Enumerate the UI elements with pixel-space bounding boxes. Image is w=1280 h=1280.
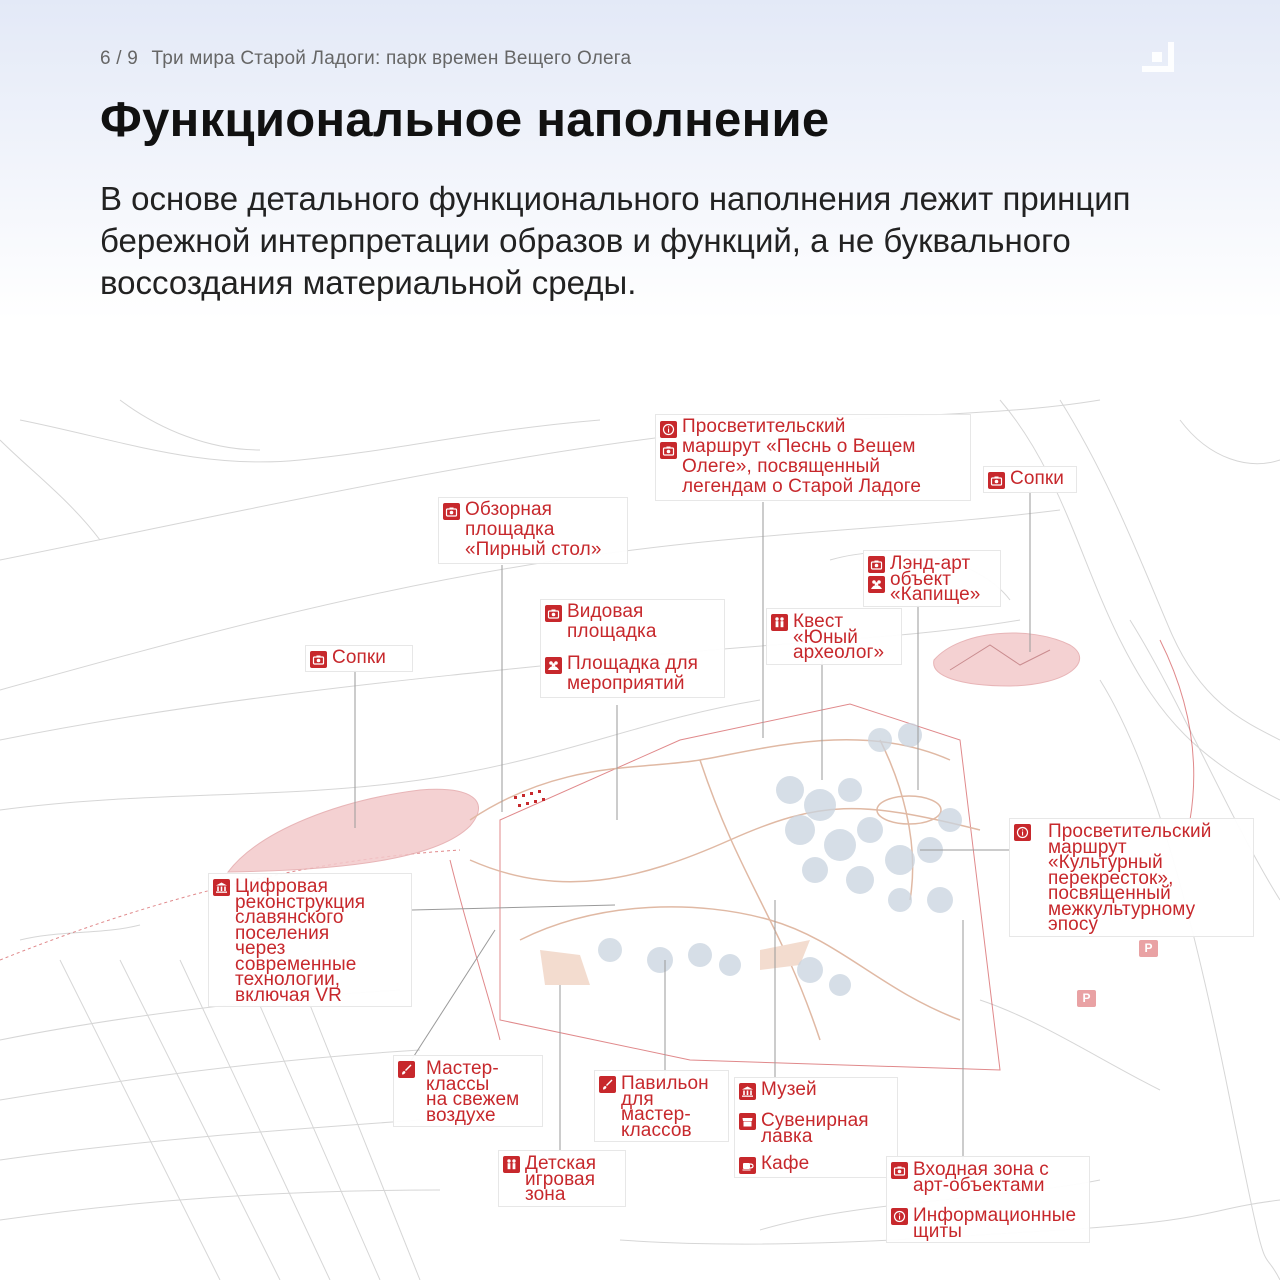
callout-text: Обзорная площадка «Пирный стол» [465, 499, 602, 560]
camera-icon [891, 1162, 908, 1179]
callout-vhodnaya [886, 1156, 1090, 1243]
parking-sign: P [1077, 990, 1096, 1007]
callout-text: Павильон для мастер- классов [621, 1073, 709, 1141]
callout-text: Лэнд-арт объект «Капище» [890, 553, 981, 605]
people-icon [868, 576, 885, 593]
camera-icon [310, 651, 327, 668]
callout-text: Сопки [332, 647, 387, 668]
callout-pavilion [594, 1070, 729, 1142]
callout-text: Видовая площадка [567, 601, 657, 642]
family-icon [771, 614, 788, 631]
callout-text: Просветительский маршрут «Песнь о Вещем Олеге», посвященный легендам о Старой Ладоге [682, 416, 922, 497]
slide-meta [100, 48, 631, 70]
callout-kvest [766, 608, 902, 665]
callout-prosvet-kultur [1009, 818, 1254, 937]
callout-text: Музей [761, 1079, 817, 1100]
callout-cifrovaya [208, 873, 412, 1007]
callout-text: Квест «Юный археолог» [793, 611, 885, 663]
callout-text: Входная зона с арт-объектами [913, 1159, 1049, 1196]
callout-text: Площадка для мероприятий [567, 653, 699, 694]
callout-master-air [393, 1055, 543, 1127]
callout-text: Цифровая реконструкция славянского поселения через современные технологии, включая VR [235, 876, 366, 1006]
cup-icon [739, 1157, 756, 1174]
museum-icon [213, 879, 230, 896]
callout-sopki-left [305, 645, 413, 672]
logo-icon [1138, 38, 1182, 78]
callout-obzornaya [438, 497, 628, 564]
callout-detskaya [498, 1150, 626, 1207]
museum-icon [739, 1083, 756, 1100]
callout-text: Мастер- классы на свежем воздухе [426, 1058, 520, 1126]
page-title: Функциональное наполнение [100, 93, 830, 147]
brush-icon [398, 1061, 415, 1078]
camera-icon [988, 472, 1005, 489]
camera-icon [868, 556, 885, 573]
family-icon [503, 1156, 520, 1173]
camera-icon [443, 503, 460, 520]
callout-text: Сопки [1010, 468, 1065, 489]
callout-museum-group [734, 1077, 898, 1178]
series-title: Три мира Старой Ладоги: парк времен Вещего Олега [151, 48, 632, 69]
callout-vidovaya [540, 599, 725, 698]
callout-prosvet-pesn [655, 414, 971, 501]
lead-paragraph: В основе детального функционального наполнения лежит принцип бережной интерпретации образов и функций, а не буквального воссоздания материальной среды. [100, 180, 1131, 301]
stalls [514, 790, 545, 807]
callout-text: Информационные щиты [913, 1205, 1077, 1242]
callout-text: Детская игровая зона [525, 1153, 597, 1205]
callout-text: Сувенирная лавка [761, 1110, 869, 1147]
park-zone [470, 704, 1000, 1070]
shop-icon [739, 1113, 756, 1130]
page-counter: 6 / 9 [100, 48, 138, 69]
parking-sign: P [1139, 940, 1158, 957]
callout-text: Просветительский маршрут «Культурный перекресток», посвященный межкультурному эпосу [1048, 821, 1212, 935]
info-icon [660, 421, 677, 438]
callout-land-art [863, 550, 1001, 607]
callout-text: Кафе [761, 1153, 810, 1174]
brush-icon [599, 1076, 616, 1093]
info-icon [1014, 824, 1031, 841]
camera-icon [660, 442, 677, 459]
people-icon [545, 657, 562, 674]
camera-icon [545, 605, 562, 622]
callout-sopki-right [983, 466, 1077, 493]
info-icon [891, 1208, 908, 1225]
